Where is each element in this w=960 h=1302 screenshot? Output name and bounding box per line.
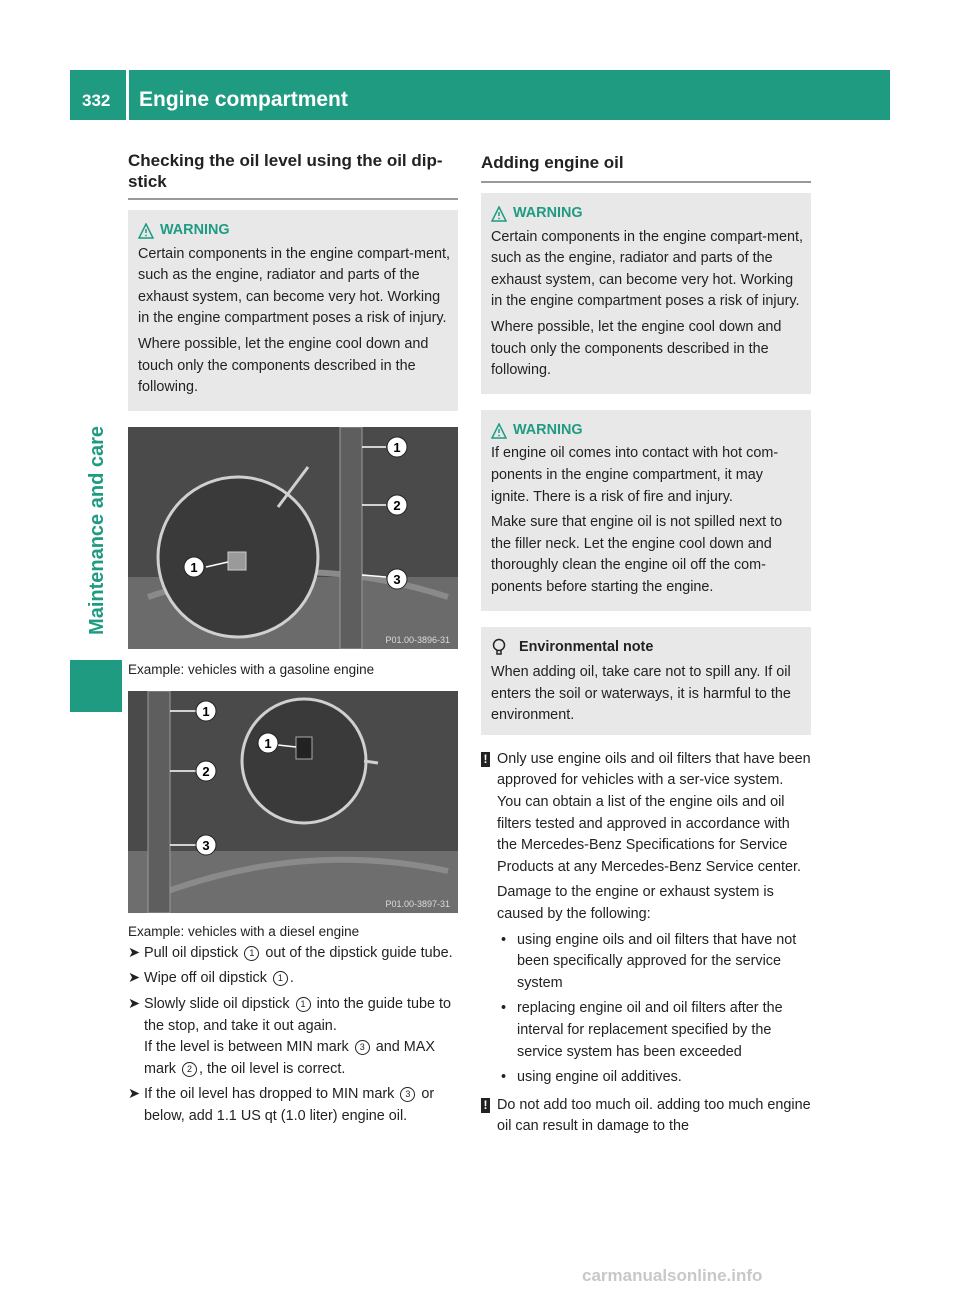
warning-label: WARNING — [513, 421, 583, 438]
warning-triangle-icon — [491, 206, 507, 222]
right-heading: Adding engine oil — [481, 150, 811, 183]
engine-illustration — [128, 691, 458, 913]
warning-triangle-icon — [491, 423, 507, 439]
note-text: Only use engine oils and oil filters that have been approved for vehicles with a ser-vice system. You can obtain a list of the engine oils and oil filters tested and approved in accordance with the Mercedes-Benz Specifications for Service Products at any Mercedes-Benz Service center. — [497, 750, 811, 875]
list-item: • using engine oil additives. — [501, 1069, 682, 1086]
svg-text:2: 2 — [202, 763, 210, 779]
warning-header — [491, 420, 803, 442]
warning-label: WARNING — [513, 205, 583, 221]
callout-1 — [258, 733, 278, 753]
warning-text: If engine oil comes into contact with hot com-ponents in the engine compartment, it may ignite. There is a risk of fire and injury. — [491, 445, 779, 505]
warning-header — [138, 220, 450, 242]
environmental-note-box — [481, 627, 811, 735]
callout-1 — [196, 701, 216, 721]
exclamation-icon: ! — [481, 1098, 490, 1113]
important-note — [481, 749, 811, 1089]
callout-2 — [196, 761, 216, 781]
environmental-note-label: Environmental note — [519, 638, 654, 655]
warning-text: Where possible, let the engine cool down and touch only the components described in the following. — [138, 335, 429, 396]
side-tab — [80, 395, 114, 665]
callout-1 — [184, 557, 204, 577]
svg-text:3: 3 — [202, 837, 210, 853]
engine-photo-gasoline — [128, 427, 458, 649]
step-arrow-icon: ➤ — [128, 944, 141, 961]
right-column — [481, 150, 811, 1142]
environmental-note-text: When adding oil, take care not to spill any. If oil enters the soil or waterways, it is harmful to the environment. — [491, 664, 791, 724]
list-item: • using engine oils and oil filters that have not been specifically approved for the service system — [501, 931, 797, 991]
warning-box — [481, 410, 811, 611]
callout-3 — [387, 569, 407, 589]
step-arrow-icon: ➤ — [128, 1086, 141, 1103]
step-item: ➤ Slowly slide oil dipstick 1 into the guide tube to the stop, and take it out again. If the level is between MIN mark 3 and MAX mark 2 , the oil level is correct. — [128, 995, 451, 1077]
warning-text: Certain components in the engine compart-ment, such as the engine, radiator and parts of the exhaust system, can become very hot. Working in the engine compartment poses a risk of injury. — [491, 228, 803, 310]
list-item: • replacing engine oil and oil filters after the interval for replacement specified by the service system has been exceeded — [501, 1000, 783, 1060]
lightbulb-icon — [491, 638, 507, 656]
callout-3 — [196, 835, 216, 855]
page-number: 332 — [82, 91, 111, 110]
left-column — [128, 150, 458, 1132]
header-divider — [126, 70, 129, 120]
warning-label: WARNING — [160, 222, 230, 238]
warning-text: Make sure that engine oil is not spilled next to the filler neck. Let the engine cool down and thoroughly clean the engine oil off the com-ponents before starting the engine. — [491, 514, 783, 595]
step-item: ➤ If the oil level has dropped to MIN mark 3 or below, add 1.1 US qt (1.0 liter) engine oil. — [128, 1086, 435, 1124]
step-arrow-icon: ➤ — [128, 970, 141, 987]
warning-text: Certain components in the engine compart-ment, such as the engine, radiator and parts of the exhaust system, can become very hot. Working in the engine compartment poses a risk of injury. — [138, 245, 450, 327]
warning-triangle-icon — [138, 223, 154, 239]
warning-text: Where possible, let the engine cool down and touch only the components described in the following. — [491, 318, 782, 379]
warning-box — [128, 210, 458, 411]
svg-text:1: 1 — [190, 559, 198, 575]
important-note — [481, 1095, 811, 1138]
left-heading: Checking the oil level using the oil dip- stick — [128, 150, 458, 200]
environmental-note-header — [491, 637, 803, 659]
step-item: ➤ Pull oil dipstick 1 out of the dipstick guide tube. — [128, 943, 458, 965]
svg-text:1: 1 — [393, 439, 401, 455]
step-item: ➤ Wipe off oil dipstick 1 . — [128, 968, 458, 990]
instruction-steps — [128, 943, 458, 1128]
callout-1 — [387, 437, 407, 457]
note-text: Damage to the engine or exhaust system is caused by the following: — [497, 884, 774, 923]
svg-text:3: 3 — [393, 571, 401, 587]
step-arrow-icon: ➤ — [128, 995, 141, 1012]
section-title: Engine compartment — [139, 88, 348, 111]
side-tab-label: Maintenance and care — [85, 425, 108, 635]
figure-caption: Example: vehicles with a diesel engine — [128, 923, 360, 939]
engine-illustration — [128, 427, 458, 649]
header-bar — [70, 70, 890, 120]
svg-text:1: 1 — [202, 703, 210, 719]
svg-text:2: 2 — [393, 497, 401, 513]
warning-header — [491, 203, 803, 225]
side-tab-block — [70, 660, 122, 712]
engine-photo-diesel — [128, 691, 458, 913]
warning-box — [481, 193, 811, 394]
bullet-list — [497, 930, 811, 1089]
note-text: Do not add too much oil. adding too much engine oil can result in damage to the — [497, 1096, 811, 1135]
figure-code: P01.00-3896-31 — [385, 634, 450, 645]
figure-code: P01.00-3897-31 — [385, 898, 450, 909]
callout-2 — [387, 495, 407, 515]
exclamation-icon: ! — [481, 752, 490, 767]
svg-text:1: 1 — [264, 735, 272, 751]
figure-caption: Example: vehicles with a gasoline engine — [128, 661, 375, 677]
watermark: carmanualsonline.info — [582, 1266, 763, 1285]
